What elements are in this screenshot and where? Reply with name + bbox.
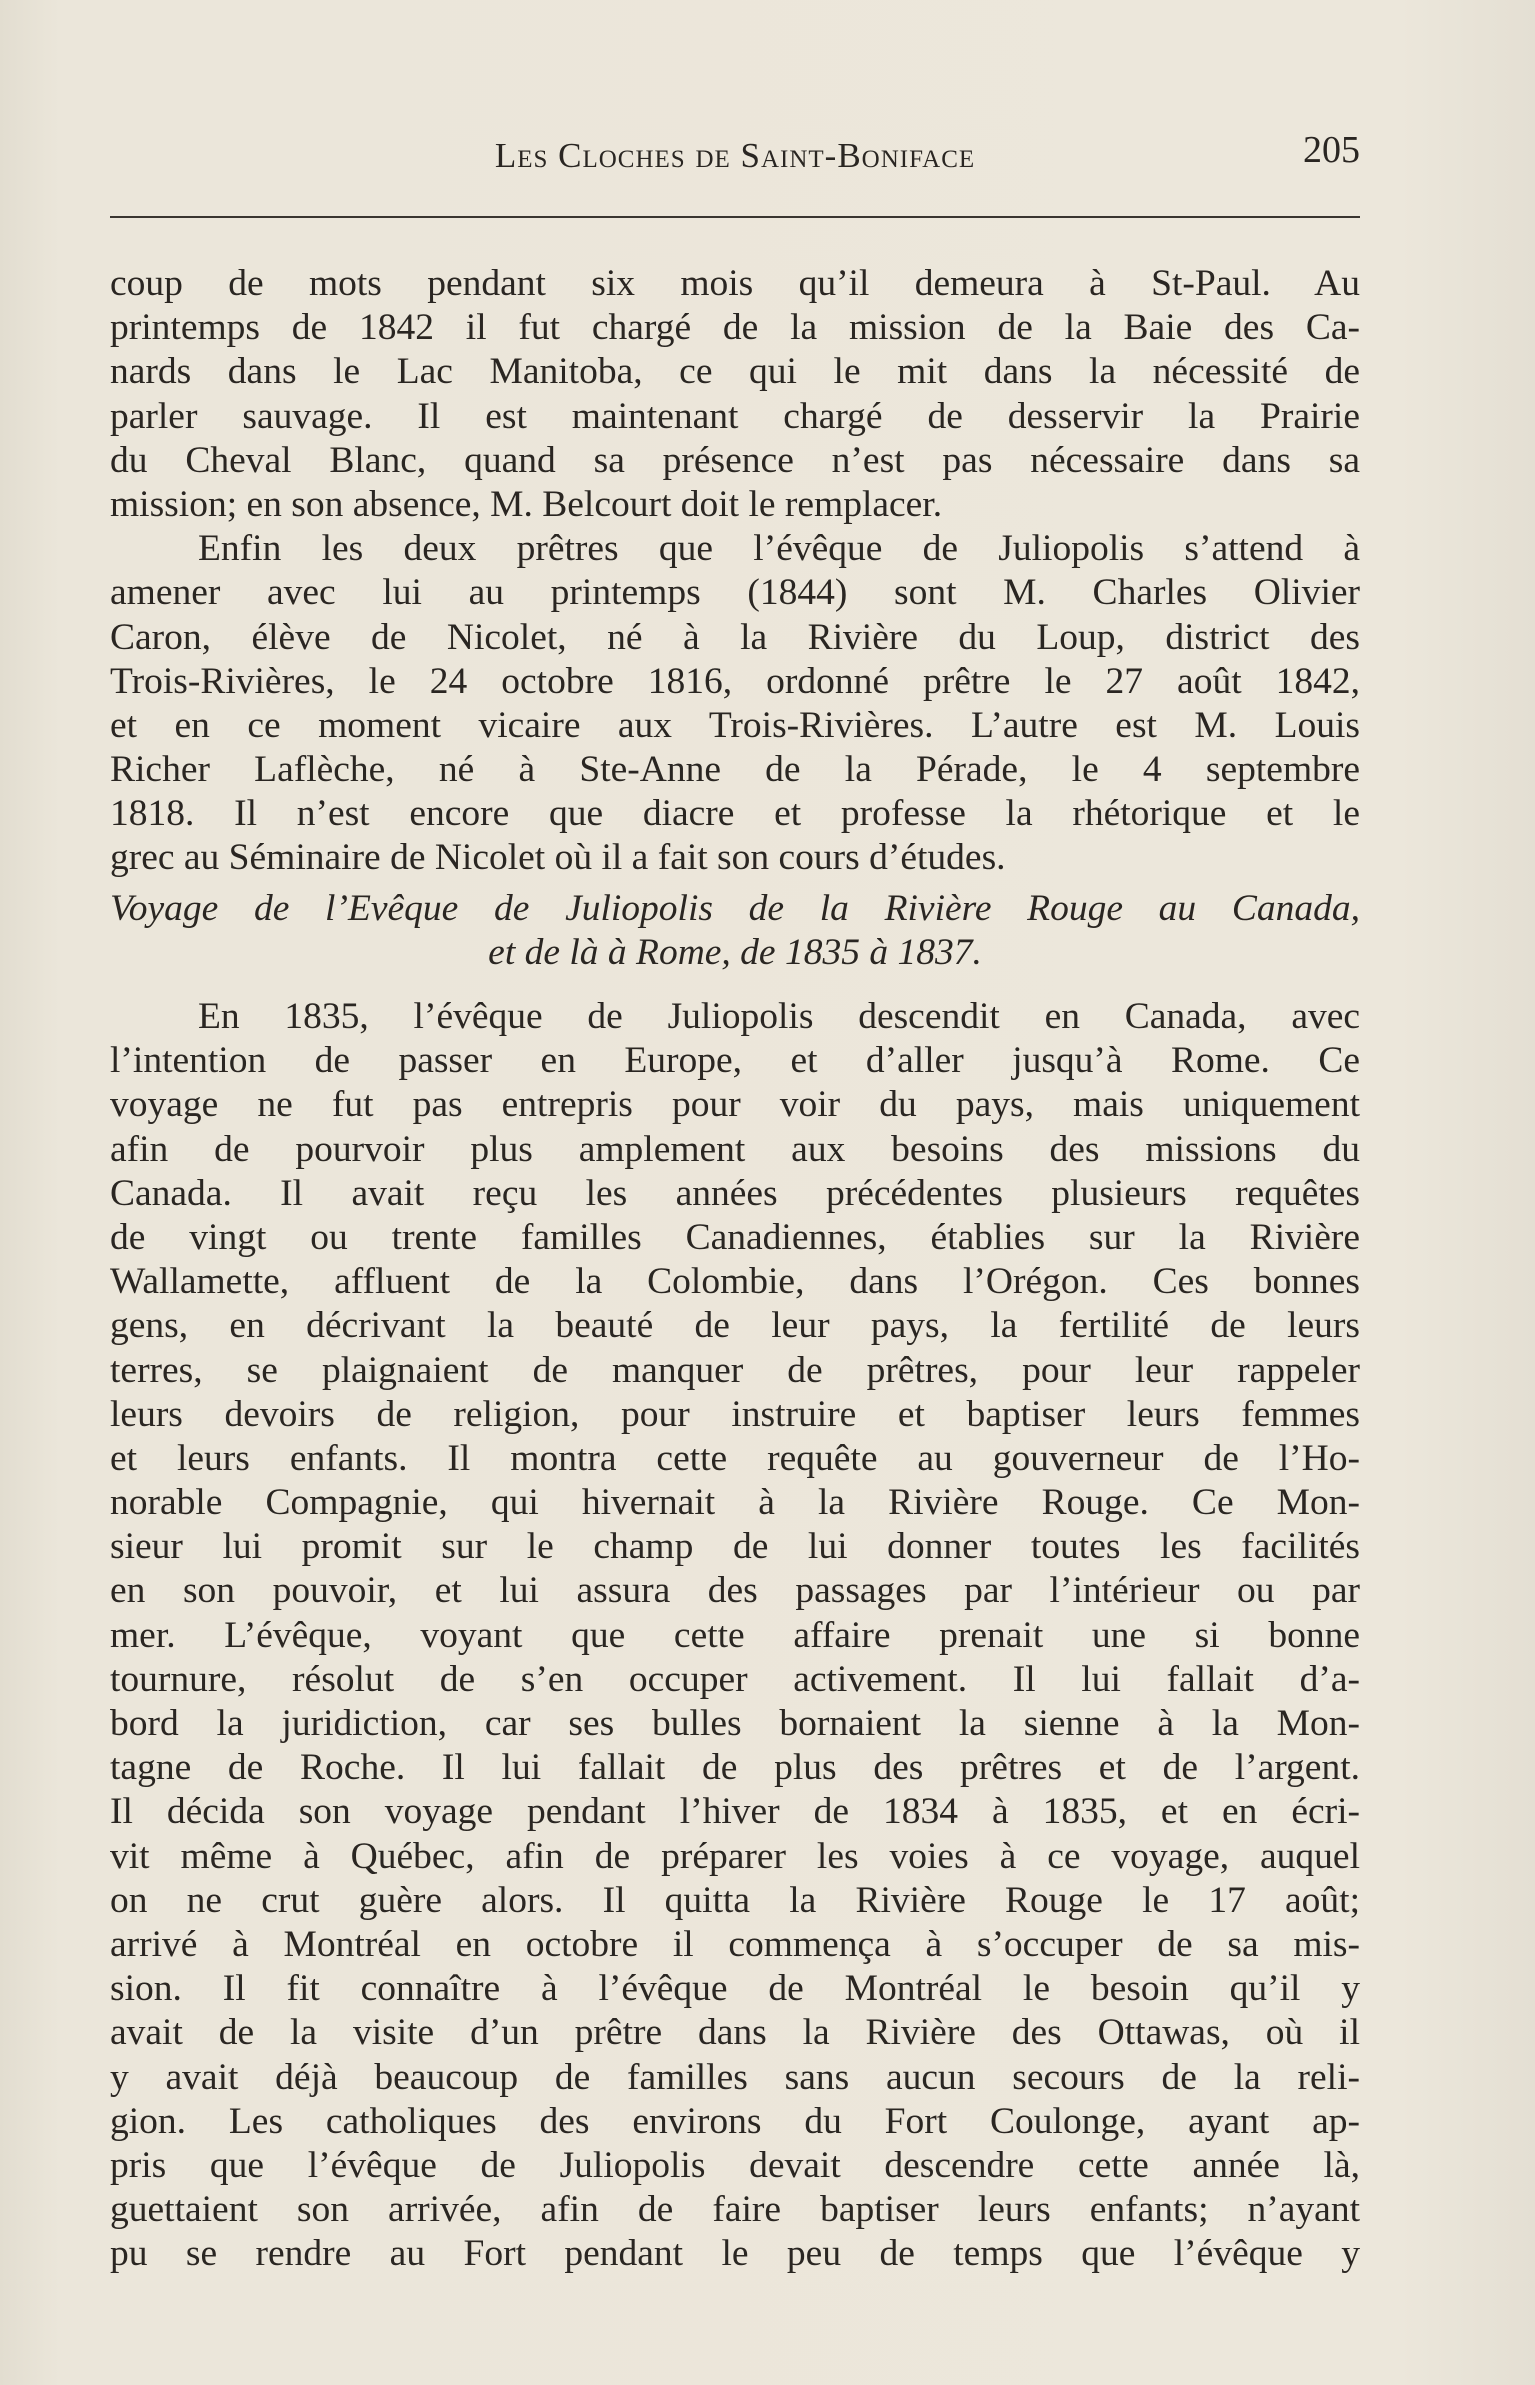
text-line: parler sauvage. Il est maintenant chargé de desservir la Prairie	[110, 395, 1360, 437]
text-line: mer. L’évêque, voyant que cette affaire prenait une si bonne	[110, 1614, 1360, 1656]
running-title: Les Cloches de Saint-Boniface	[494, 136, 976, 175]
text-line: Enfin les deux prêtres que l’évêque de Juliopolis s’attend à	[198, 528, 1360, 570]
text-line: en son pouvoir, et lui assura des passages par l’intérieur ou par	[110, 1570, 1360, 1612]
text-line: mission; en son absence, M. Belcourt doit le remplacer.	[110, 483, 943, 525]
text-line: En 1835, l’évêque de Juliopolis descendit en Canada, avec	[198, 996, 1360, 1037]
text-line: tagne de Roche. Il lui fallait de plus des prêtres et de l’argent.	[110, 1747, 1360, 1789]
text-line: Canada. Il avait reçu les années précédentes plusieurs requêtes	[110, 1172, 1360, 1214]
text-line: leurs devoirs de religion, pour instruire et baptiser leurs femmes	[110, 1393, 1360, 1435]
text-line: et leurs enfants. Il montra cette requête au gouverneur de l’Ho-	[110, 1437, 1360, 1479]
text-line: coup de mots pendant six mois qu’il demeura à St-Paul. Au	[110, 263, 1360, 304]
text-line: avait de la visite d’un prêtre dans la Rivière des Ottawas, où il	[110, 2012, 1360, 2054]
text-line: voyage ne fut pas entrepris pour voir du pays, mais uniquement	[110, 1084, 1360, 1126]
text-line: amener avec lui au printemps (1844) sont M. Charles Olivier	[110, 572, 1360, 614]
text-line: 1818. Il n’est encore que diacre et professe la rhétorique et le	[110, 793, 1360, 835]
header-rule	[110, 216, 1360, 218]
text-line: printemps de 1842 il fut chargé de la mission de la Baie des Ca-	[110, 307, 1360, 349]
text-line: grec au Séminaire de Nicolet où il a fait son cours d’études.	[110, 837, 1006, 879]
section-title-line: et de là à Rome, de 1835 à 1837.	[488, 931, 982, 973]
text-line: pu se rendre au Fort pendant le peu de temps que l’évêque y	[110, 2233, 1360, 2275]
text-line: guettaient son arrivée, afin de faire baptiser leurs enfants; n’ayant	[110, 2189, 1360, 2231]
text-line: du Cheval Blanc, quand sa présence n’est pas nécessaire dans sa	[110, 439, 1360, 481]
section-title	[110, 887, 1360, 975]
text-line: arrivé à Montréal en octobre il commença à s’occuper de sa mis-	[110, 1923, 1360, 1965]
paragraph	[110, 527, 1360, 881]
text-line: Wallamette, affluent de la Colombie, dans l’Orégon. Ces bonnes	[110, 1261, 1360, 1303]
text-line: tournure, résolut de s’en occuper activement. Il lui fallait d’a-	[110, 1658, 1360, 1700]
text-line: Caron, élève de Nicolet, né à la Rivière du Loup, district des	[110, 616, 1360, 658]
text-line: Il décida son voyage pendant l’hiver de 1834 à 1835, et en écri-	[110, 1791, 1360, 1833]
text-line: et en ce moment vicaire aux Trois-Rivières. L’autre est M. Louis	[110, 704, 1360, 746]
page-number: 205	[1303, 129, 1360, 171]
text-line: sion. Il fit connaître à l’évêque de Montréal le besoin qu’il y	[110, 1968, 1360, 2010]
text-line: gion. Les catholiques des environs du Fort Coulonge, ayant ap-	[110, 2100, 1360, 2142]
text-line: afin de pourvoir plus amplement aux besoins des missions du	[110, 1128, 1360, 1170]
text-line: gens, en décrivant la beauté de leur pays, la fertilité de leurs	[110, 1305, 1360, 1347]
text-line: norable Compagnie, qui hivernait à la Rivière Rouge. Ce Mon-	[110, 1482, 1360, 1524]
text-line: bord la juridiction, car ses bulles bornaient la sienne à la Mon-	[110, 1703, 1360, 1744]
section-title-line: Voyage de l’Evêque de Juliopolis de la Rivière Rouge au Canada,	[110, 887, 1360, 929]
paragraph	[110, 995, 1360, 2276]
body-text	[110, 262, 1360, 2276]
text-line: on ne crut guère alors. Il quitta la Rivière Rouge le 17 août;	[110, 1879, 1360, 1921]
text-line: l’intention de passer en Europe, et d’aller jusqu’à Rome. Ce	[110, 1040, 1360, 1082]
text-line: vit même à Québec, afin de préparer les voies à ce voyage, auquel	[110, 1835, 1360, 1877]
text-line: de vingt ou trente familles Canadiennes, établies sur la Rivière	[110, 1216, 1360, 1258]
text-line: Richer Laflèche, né à Ste-Anne de la Pérade, le 4 septembre	[110, 749, 1360, 791]
text-line: Trois-Rivières, le 24 octobre 1816, ordonné prêtre le 27 août 1842,	[110, 660, 1360, 702]
text-line: nards dans le Lac Manitoba, ce qui le mit dans la nécessité de	[110, 351, 1360, 393]
page-header	[110, 128, 1360, 188]
paragraph	[110, 262, 1360, 527]
text-line: pris que l’évêque de Juliopolis devait descendre cette année là,	[110, 2144, 1360, 2186]
text-line: sieur lui promit sur le champ de lui donner toutes les facilités	[110, 1526, 1360, 1568]
text-line: terres, se plaignaient de manquer de prêtres, pour leur rappeler	[110, 1349, 1360, 1391]
text-line: y avait déjà beaucoup de familles sans aucun secours de la reli-	[110, 2056, 1360, 2098]
